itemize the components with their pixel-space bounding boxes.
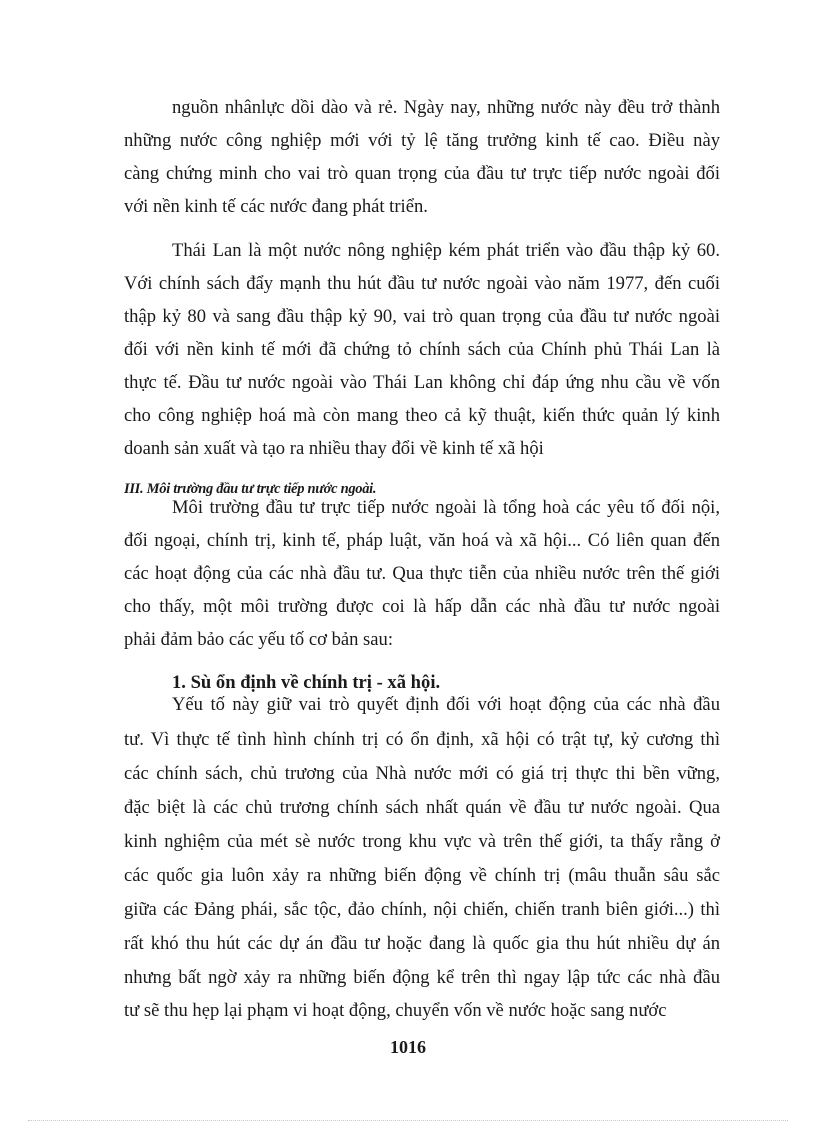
paragraph-line: cho thấy, một môi trường được coi là hấp dẫn các nhà đầu tư nước ngoài [124,596,720,617]
paragraph-line: giữa các Đảng phái, sắc tộc, đảo chính, nội chiến, chiến tranh biên giới...) thì [124,899,720,920]
paragraph-line: tư sẽ thu hẹp lại phạm vi hoạt động, chuyển vốn về nước hoặc sang nước [124,1000,667,1021]
paragraph-line: nguồn nhânlực dồi dào và rẻ. Ngày nay, những nước này đều trở thành [172,97,720,118]
paragraph-line: nhưng bất ngờ xảy ra những biến động kể trên thì ngay lập tức các nhà đầu [124,967,720,988]
page-border-divider [28,1120,788,1121]
paragraph-line: với nền kinh tế các nước đang phát triển. [124,196,428,217]
paragraph-line: Thái Lan là một nước nông nghiệp kém phát triển vào đầu thập kỷ 60. [172,240,720,261]
paragraph-line: đặc biệt là các chủ trương chính sách nhất quán về đầu tư nước ngoài. Qua [124,797,720,818]
paragraph-line: tư. Vì thực tế tình hình chính trị có ổn định, xã hội có trật tự, kỷ cương thì [124,729,720,750]
paragraph-line: cho công nghiệp hoá mà còn mang theo cả kỹ thuật, kiến thức quản lý kinh [124,405,720,426]
paragraph-line: phải đảm bảo các yếu tố cơ bản sau: [124,629,394,650]
paragraph-line: Với chính sách đẩy mạnh thu hút đầu tư nước ngoài vào năm 1977, đến cuối [124,273,720,294]
paragraph-line: kinh nghiệm của mét sè nước trong khu vực và trên thế giới, ta thấy rằng ở [124,831,720,852]
paragraph-line: đối ngoại, chính trị, kinh tế, pháp luật, văn hoá và xã hội... Có liên quan đến [124,530,720,551]
paragraph-line: thập kỷ 80 và sang đầu thập kỷ 90, vai trò quan trọng của đầu tư nước ngoài [124,306,720,327]
paragraph-line: thực tế. Đầu tư nước ngoài vào Thái Lan không chỉ đáp ứng nhu cầu về vốn [124,372,720,393]
section-heading: III. Môi trường đầu tư trực tiếp nước ngoài. [124,481,377,497]
paragraph-line: các hoạt động của các nhà đầu tư. Qua thực tiễn của nhiều nước trên thế giới [124,563,720,584]
paragraph-line: Môi trường đầu tư trực tiếp nước ngoài là tổng hoà các yêu tố đối nội, [172,497,720,518]
page-number: 1016 [390,1037,426,1057]
paragraph-line: càng chứng minh cho vai trò quan trọng của đầu tư trực tiếp nước ngoài đối [124,163,720,184]
subsection-heading: 1. Sù ổn định về chính trị - xã hội. [172,672,441,693]
paragraph-line: doanh sản xuất và tạo ra nhiều thay đổi về kinh tế xã hội [124,438,544,459]
paragraph-line: những nước công nghiệp mới với tỷ lệ tăng trưởng kinh tế cao. Điều này [124,130,720,151]
paragraph-line: các chính sách, chủ trương của Nhà nước mới có giá trị thực thi bền vững, [124,763,720,784]
paragraph-line: các quốc gia luôn xảy ra những biến động về chính trị (mâu thuẫn sâu sắc [124,865,720,886]
paragraph-line: Yếu tố này giữ vai trò quyết định đối với hoạt động của các nhà đầu [172,694,720,715]
paragraph-line: rất khó thu hút các dự án đầu tư hoặc đang là quốc gia thu hút nhiều dự án [124,933,720,954]
paragraph-line: đối với nền kinh tế mới đã chứng tỏ chính sách của Chính phủ Thái Lan là [124,339,720,360]
